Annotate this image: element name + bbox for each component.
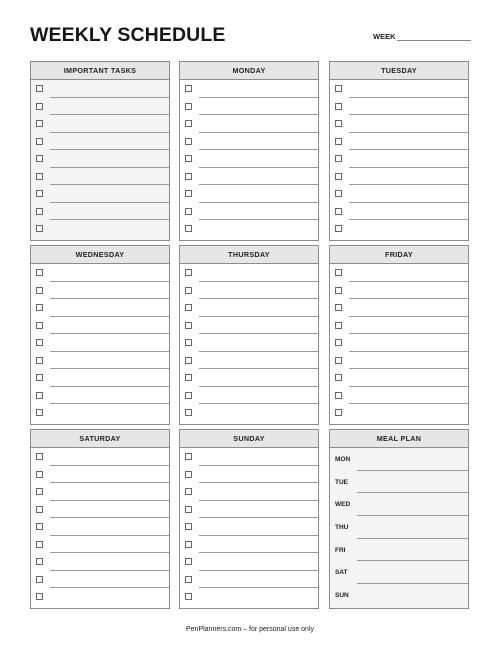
- task-checkbox[interactable]: [36, 287, 43, 294]
- task-checkbox[interactable]: [36, 357, 43, 364]
- task-list: [180, 80, 318, 238]
- panel-wednesday: [30, 245, 170, 425]
- task-row[interactable]: [330, 150, 468, 168]
- task-checkbox[interactable]: [185, 576, 192, 583]
- task-checkbox[interactable]: [185, 471, 192, 478]
- task-checkbox[interactable]: [185, 225, 192, 232]
- panel-header: TUESDAY: [330, 62, 468, 80]
- task-checkbox[interactable]: [36, 339, 43, 346]
- meal-row-mon[interactable]: [330, 448, 468, 471]
- task-checkbox[interactable]: [185, 103, 192, 110]
- task-checkbox[interactable]: [36, 103, 43, 110]
- meal-day-label: FRI: [335, 546, 346, 554]
- task-list: [180, 264, 318, 422]
- task-checkbox[interactable]: [335, 208, 342, 215]
- meal-day-label: THU: [335, 524, 349, 532]
- task-row[interactable]: [180, 571, 318, 589]
- task-checkbox[interactable]: [185, 357, 192, 364]
- task-checkbox[interactable]: [335, 85, 342, 92]
- task-row[interactable]: [180, 133, 318, 151]
- task-checkbox[interactable]: [185, 155, 192, 162]
- task-checkbox[interactable]: [36, 225, 43, 232]
- task-checkbox[interactable]: [185, 488, 192, 495]
- task-row[interactable]: [180, 536, 318, 554]
- panel-header: THURSDAY: [180, 246, 318, 264]
- task-checkbox[interactable]: [335, 287, 342, 294]
- task-row[interactable]: [330, 98, 468, 116]
- panel-tuesday: [329, 61, 469, 241]
- task-row[interactable]: [31, 483, 169, 501]
- task-checkbox[interactable]: [335, 357, 342, 364]
- week-write-line[interactable]: [397, 33, 471, 41]
- task-checkbox[interactable]: [36, 506, 43, 513]
- task-row[interactable]: [180, 387, 318, 405]
- task-row[interactable]: [31, 352, 169, 370]
- task-row[interactable]: [31, 317, 169, 335]
- task-checkbox[interactable]: [185, 453, 192, 460]
- panel-important-tasks: [30, 61, 170, 241]
- task-row[interactable]: [330, 334, 468, 352]
- task-row[interactable]: [180, 369, 318, 387]
- task-row[interactable]: [31, 571, 169, 589]
- task-row[interactable]: [31, 387, 169, 405]
- meal-day-label: TUE: [335, 478, 348, 486]
- meal-row-thu[interactable]: [330, 516, 468, 539]
- task-row[interactable]: [180, 518, 318, 536]
- task-row[interactable]: [180, 448, 318, 466]
- task-row[interactable]: [330, 80, 468, 98]
- task-row[interactable]: [31, 150, 169, 168]
- page-title: WEEKLY SCHEDULE: [30, 24, 226, 46]
- task-row[interactable]: [330, 352, 468, 370]
- task-row[interactable]: [330, 168, 468, 186]
- task-checkbox[interactable]: [36, 269, 43, 276]
- task-row[interactable]: [180, 317, 318, 335]
- task-row[interactable]: [31, 334, 169, 352]
- task-row[interactable]: [31, 282, 169, 300]
- task-row[interactable]: [31, 133, 169, 151]
- meal-day-label: SUN: [335, 592, 349, 600]
- task-row[interactable]: [180, 150, 318, 168]
- task-checkbox[interactable]: [185, 85, 192, 92]
- task-checkbox[interactable]: [36, 374, 43, 381]
- task-checkbox[interactable]: [335, 225, 342, 232]
- task-checkbox[interactable]: [335, 374, 342, 381]
- task-row[interactable]: [330, 133, 468, 151]
- task-checkbox[interactable]: [36, 471, 43, 478]
- task-checkbox[interactable]: [335, 190, 342, 197]
- task-checkbox[interactable]: [185, 593, 192, 600]
- task-row[interactable]: [31, 220, 169, 238]
- task-row[interactable]: [330, 185, 468, 203]
- task-row[interactable]: [31, 466, 169, 484]
- task-row[interactable]: [180, 466, 318, 484]
- task-row[interactable]: [31, 501, 169, 519]
- task-checkbox[interactable]: [185, 208, 192, 215]
- panel-header: IMPORTANT TASKS: [31, 62, 169, 80]
- meal-row-sat[interactable]: [330, 561, 468, 584]
- panel-header: MEAL PLAN: [330, 430, 468, 448]
- task-list: [31, 80, 169, 238]
- task-row[interactable]: [180, 299, 318, 317]
- task-checkbox[interactable]: [36, 155, 43, 162]
- task-checkbox[interactable]: [36, 190, 43, 197]
- panel-meal-plan: [329, 429, 469, 609]
- panel-header: FRIDAY: [330, 246, 468, 264]
- task-row[interactable]: [180, 282, 318, 300]
- task-row[interactable]: [180, 404, 318, 422]
- task-row[interactable]: [180, 588, 318, 606]
- task-row[interactable]: [31, 448, 169, 466]
- task-checkbox[interactable]: [185, 322, 192, 329]
- task-checkbox[interactable]: [36, 453, 43, 460]
- task-row[interactable]: [31, 203, 169, 221]
- task-row[interactable]: [330, 220, 468, 238]
- task-checkbox[interactable]: [185, 287, 192, 294]
- task-checkbox[interactable]: [185, 269, 192, 276]
- panel-header: WEDNESDAY: [31, 246, 169, 264]
- task-row[interactable]: [180, 168, 318, 186]
- task-row[interactable]: [180, 501, 318, 519]
- task-checkbox[interactable]: [36, 85, 43, 92]
- task-row[interactable]: [180, 264, 318, 282]
- task-checkbox[interactable]: [36, 409, 43, 416]
- task-checkbox[interactable]: [36, 523, 43, 530]
- panel-monday: [179, 61, 319, 241]
- task-checkbox[interactable]: [185, 541, 192, 548]
- task-row[interactable]: [180, 80, 318, 98]
- task-row[interactable]: [31, 168, 169, 186]
- task-row[interactable]: [180, 483, 318, 501]
- week-label: WEEK: [373, 32, 396, 41]
- panel-header: MONDAY: [180, 62, 318, 80]
- task-checkbox[interactable]: [36, 304, 43, 311]
- panel-header: SATURDAY: [31, 430, 169, 448]
- task-row[interactable]: [31, 588, 169, 606]
- task-row[interactable]: [330, 369, 468, 387]
- task-row[interactable]: [31, 80, 169, 98]
- task-checkbox[interactable]: [185, 173, 192, 180]
- task-checkbox[interactable]: [36, 392, 43, 399]
- task-checkbox[interactable]: [335, 322, 342, 329]
- task-list: [31, 448, 169, 606]
- task-row[interactable]: [31, 536, 169, 554]
- task-row[interactable]: [180, 220, 318, 238]
- task-checkbox[interactable]: [335, 155, 342, 162]
- task-checkbox[interactable]: [185, 374, 192, 381]
- task-checkbox[interactable]: [185, 558, 192, 565]
- panel-sunday: [179, 429, 319, 609]
- task-checkbox[interactable]: [185, 138, 192, 145]
- task-row[interactable]: [31, 115, 169, 133]
- task-checkbox[interactable]: [185, 523, 192, 530]
- task-checkbox[interactable]: [36, 173, 43, 180]
- task-row[interactable]: [180, 334, 318, 352]
- task-row[interactable]: [31, 553, 169, 571]
- task-list: [180, 448, 318, 606]
- task-checkbox[interactable]: [185, 120, 192, 127]
- task-row[interactable]: [31, 369, 169, 387]
- task-checkbox[interactable]: [36, 488, 43, 495]
- task-row[interactable]: [31, 185, 169, 203]
- task-checkbox[interactable]: [335, 138, 342, 145]
- task-checkbox[interactable]: [36, 593, 43, 600]
- task-checkbox[interactable]: [335, 269, 342, 276]
- meal-row-tue[interactable]: [330, 471, 468, 494]
- panel-thursday: [179, 245, 319, 425]
- panel-saturday: [30, 429, 170, 609]
- task-checkbox[interactable]: [36, 322, 43, 329]
- task-checkbox[interactable]: [335, 392, 342, 399]
- task-checkbox[interactable]: [335, 409, 342, 416]
- task-checkbox[interactable]: [335, 173, 342, 180]
- task-row[interactable]: [330, 282, 468, 300]
- task-list: [330, 80, 468, 238]
- panel-header: SUNDAY: [180, 430, 318, 448]
- meal-day-label: WED: [335, 501, 351, 509]
- task-checkbox[interactable]: [36, 120, 43, 127]
- meal-row-sun[interactable]: [330, 584, 468, 607]
- meal-day-label: SAT: [335, 569, 348, 577]
- task-row[interactable]: [31, 98, 169, 116]
- task-row[interactable]: [180, 553, 318, 571]
- task-checkbox[interactable]: [185, 506, 192, 513]
- task-row[interactable]: [180, 115, 318, 133]
- footer-text: PenPlanners.com – for personal use only: [185, 626, 315, 633]
- task-checkbox[interactable]: [335, 120, 342, 127]
- task-row[interactable]: [330, 203, 468, 221]
- task-row[interactable]: [330, 264, 468, 282]
- task-checkbox[interactable]: [36, 541, 43, 548]
- task-checkbox[interactable]: [185, 339, 192, 346]
- task-row[interactable]: [330, 404, 468, 422]
- task-row[interactable]: [31, 299, 169, 317]
- task-list: [31, 264, 169, 422]
- task-row[interactable]: [31, 518, 169, 536]
- task-row[interactable]: [180, 185, 318, 203]
- task-row[interactable]: [31, 404, 169, 422]
- task-row[interactable]: [330, 115, 468, 133]
- task-checkbox[interactable]: [36, 558, 43, 565]
- task-checkbox[interactable]: [335, 339, 342, 346]
- week-field[interactable]: [373, 32, 471, 41]
- task-list: [330, 264, 468, 422]
- task-checkbox[interactable]: [335, 304, 342, 311]
- task-checkbox[interactable]: [185, 190, 192, 197]
- task-row[interactable]: [330, 299, 468, 317]
- panel-friday: [329, 245, 469, 425]
- task-row[interactable]: [180, 203, 318, 221]
- meal-row-wed[interactable]: [330, 493, 468, 516]
- task-row[interactable]: [31, 264, 169, 282]
- task-row[interactable]: [330, 387, 468, 405]
- task-row[interactable]: [330, 317, 468, 335]
- task-checkbox[interactable]: [185, 409, 192, 416]
- task-checkbox[interactable]: [335, 103, 342, 110]
- task-checkbox[interactable]: [36, 208, 43, 215]
- meal-row-fri[interactable]: [330, 539, 468, 562]
- task-row[interactable]: [180, 98, 318, 116]
- task-checkbox[interactable]: [185, 392, 192, 399]
- task-checkbox[interactable]: [36, 138, 43, 145]
- meal-day-label: MON: [335, 456, 351, 463]
- task-row[interactable]: [180, 352, 318, 370]
- task-checkbox[interactable]: [36, 576, 43, 583]
- task-checkbox[interactable]: [185, 304, 192, 311]
